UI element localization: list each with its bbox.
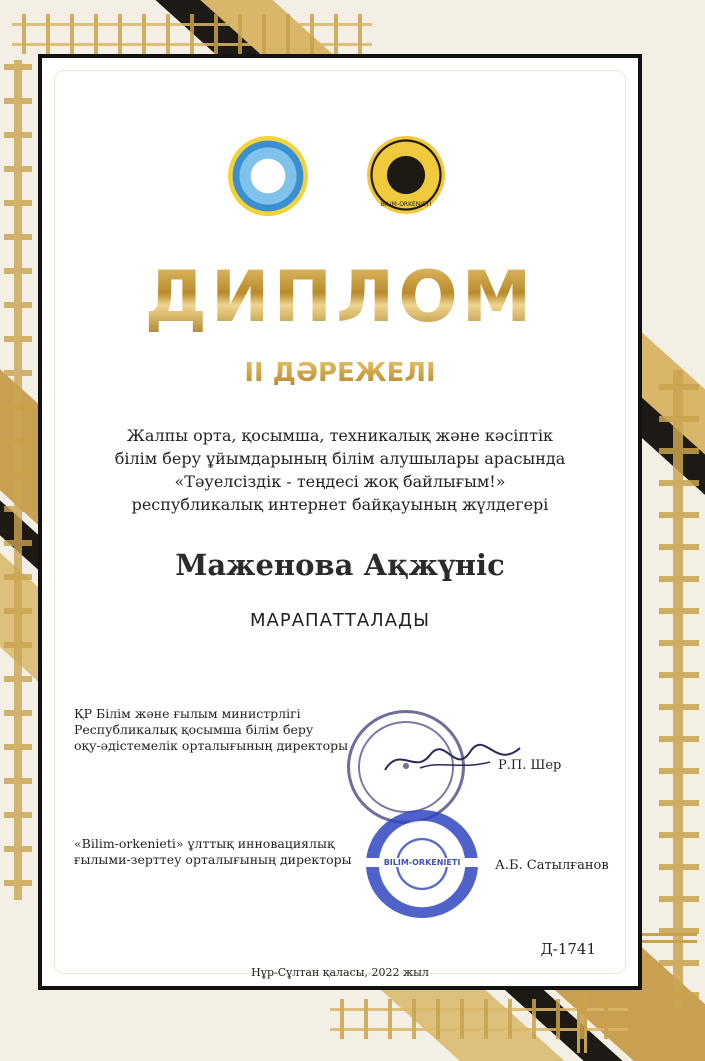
logos xyxy=(42,136,638,220)
signatory-line: оқу-әдістемелік орталығының директоры xyxy=(74,738,349,753)
signature-icon xyxy=(380,740,530,780)
organization-seal-icon xyxy=(366,810,478,918)
diploma-card xyxy=(38,54,642,990)
signatory-line: ғылыми-зерттеу орталығының директоры xyxy=(74,852,352,867)
diploma-title: ДИПЛОМ xyxy=(42,256,638,338)
place-year: Нұр-Сұлтан қаласы, 2022 жыл xyxy=(251,966,429,979)
description-line: Жалпы орта, қосымша, техникалық және кәсіптік xyxy=(126,426,554,445)
ornament-left xyxy=(4,60,32,900)
description-line: «Тәуелсіздік - теңдесі жоқ байлығым!» xyxy=(174,472,506,491)
diploma-code: Д-1741 xyxy=(540,940,596,958)
seal-label: BILIM-ORKENIETI xyxy=(366,858,478,867)
bilim-orkenieti-logo-icon xyxy=(367,136,445,214)
diploma-degree: II ДӘРЕЖЕЛІ xyxy=(42,358,638,388)
signatory-2-title xyxy=(74,836,352,868)
signatory-1-title xyxy=(74,706,348,754)
logo-text: BILIM-ORKENIETI xyxy=(380,201,432,208)
description-line: білім беру ұйымдарының білім алушылары арасында xyxy=(114,449,566,468)
signatory-2-name: А.Б. Сатылғанов xyxy=(495,858,609,873)
signatory-line: «Bilim-orkenieti» ұлттық инновациялық xyxy=(74,836,335,851)
ministry-logo-icon xyxy=(228,136,308,216)
signatory-line: ҚР Білім және ғылым министрлігі xyxy=(74,706,301,721)
signatory-line: Республикалық қосымша білім беру xyxy=(74,722,314,737)
description-line: республикалық интернет байқауының жүлдегері xyxy=(131,495,549,514)
ornament-right xyxy=(659,370,699,1010)
recipient-name: Маженова Ақжүніс xyxy=(175,548,505,582)
ornament-top xyxy=(12,14,372,54)
awarded-text: МАРАПАТТАЛАДЫ xyxy=(250,610,430,631)
signatory-1-name: Р.П. Шер xyxy=(498,758,562,773)
description xyxy=(82,424,598,516)
stamp-label: ● xyxy=(402,760,410,770)
